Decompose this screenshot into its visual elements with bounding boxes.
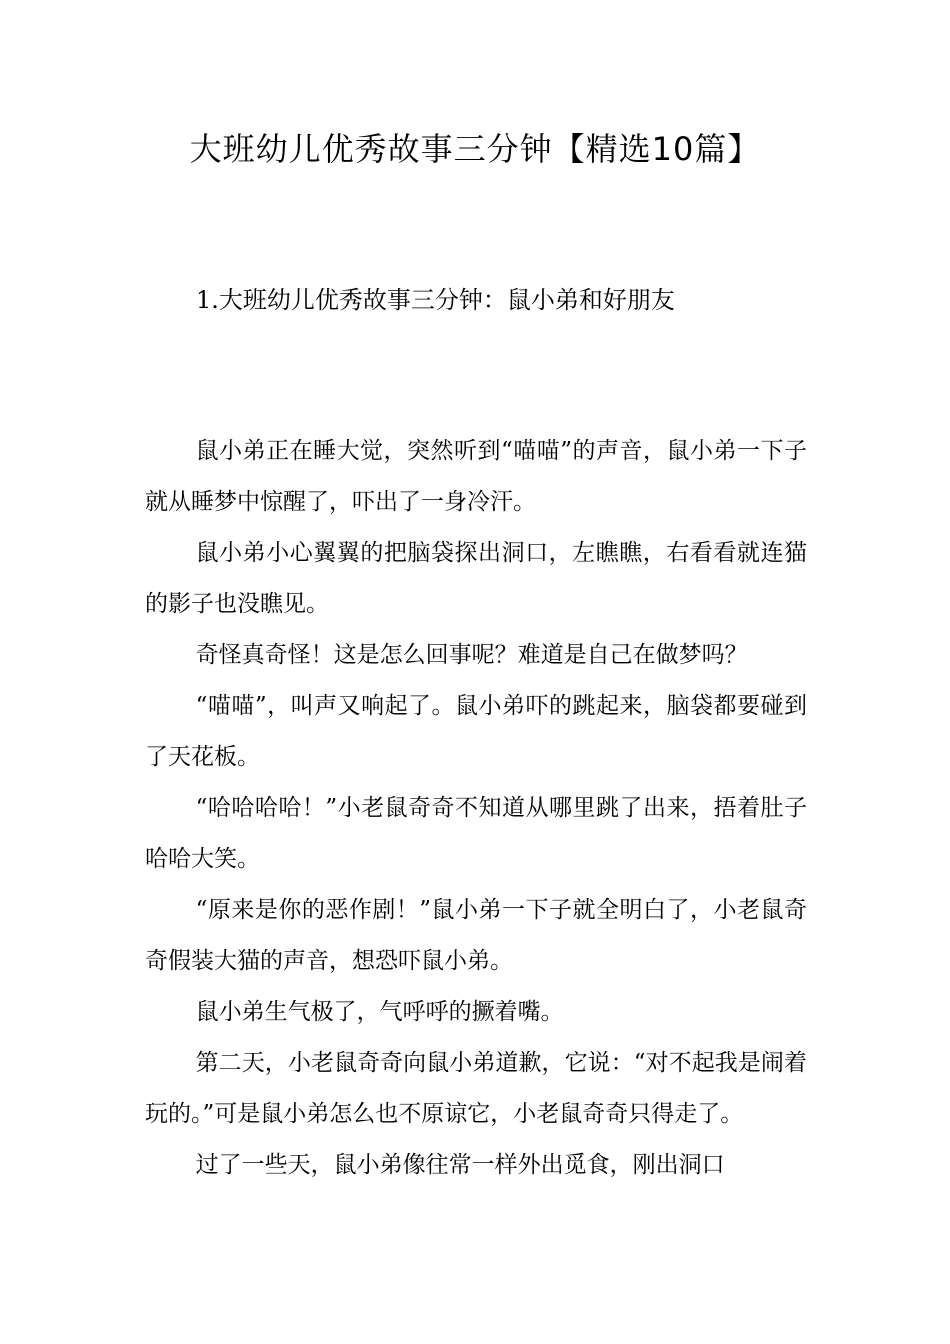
paragraph-7: 鼠小弟生气极了，气呼呼的撅着嘴。 xyxy=(195,999,564,1025)
paragraph-2: 鼠小弟小心翼翼的把脑袋探出洞口，左瞧瞧，右看看就连猫的影子也没瞧见。 xyxy=(145,540,807,617)
paragraph-9: 过了一些天，鼠小弟像往常一样外出觅食，刚出洞口 xyxy=(195,1152,725,1178)
paragraph-6: “原来是你的恶作剧！”鼠小弟一下子就全明白了，小老鼠奇奇假装大猫的声音，想恐吓鼠小弟。 xyxy=(145,897,807,974)
paragraph-1: 鼠小弟正在睡大觉，突然听到“喵喵”的声音，鼠小弟一下子就从睡梦中惊醒了，吓出了一身冷汗。 xyxy=(145,438,807,515)
paragraph-8: 第二天，小老鼠奇奇向鼠小弟道歉，它说：“对不起我是闹着玩的。”可是鼠小弟怎么也不原谅它，小老鼠奇奇只得走了。 xyxy=(145,1050,807,1127)
paragraph-3: 奇怪真奇怪！这是怎么回事呢？难道是自己在做梦吗？ xyxy=(195,642,748,668)
story-body xyxy=(145,426,807,1191)
paragraph-5: “哈哈哈哈！”小老鼠奇奇不知道从哪里跳了出来，捂着肚子哈哈大笑。 xyxy=(145,795,807,872)
paragraph-4: “喵喵”，叫声又响起了。鼠小弟吓的跳起来，脑袋都要碰到了天花板。 xyxy=(145,693,807,770)
section-heading: 1.大班幼儿优秀故事三分钟：鼠小弟和好朋友 xyxy=(196,286,675,314)
document-title: 大班幼儿优秀故事三分钟【精选10篇】 xyxy=(189,130,761,168)
